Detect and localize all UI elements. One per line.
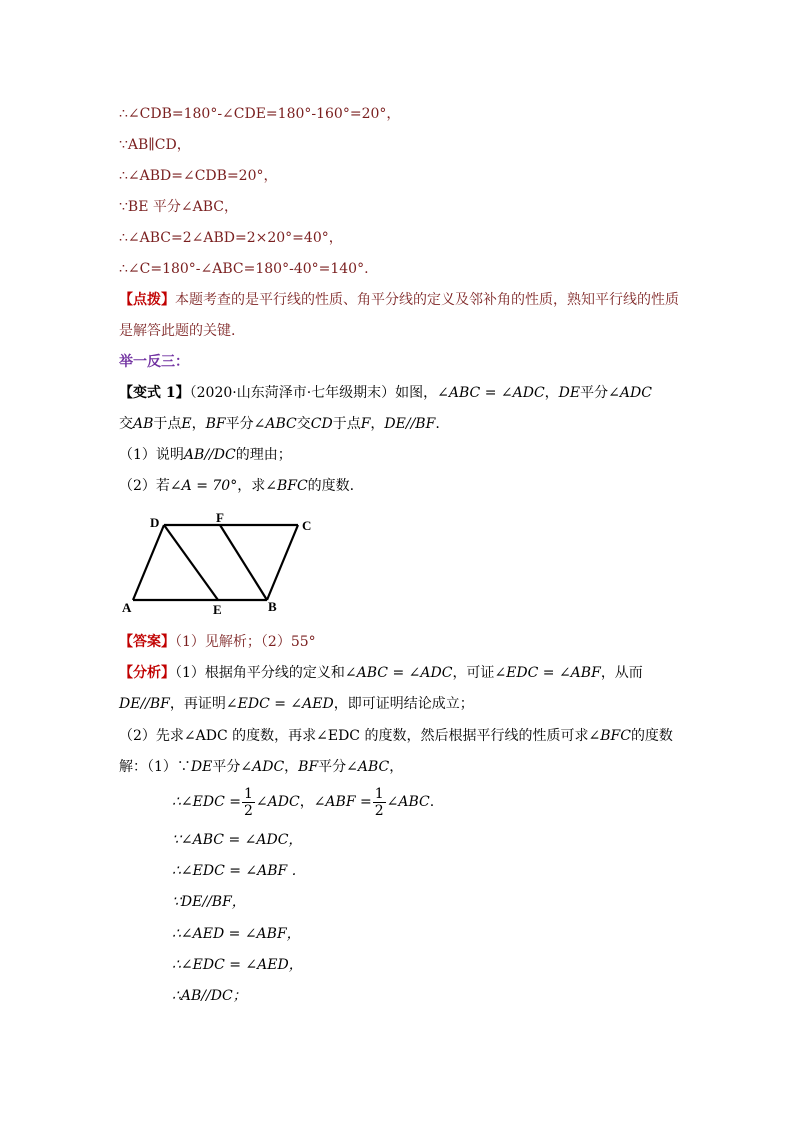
math: DE//BF <box>119 696 170 712</box>
variant-text: ， <box>370 416 385 432</box>
proof-line: ∴∠ABC=2∠ABD=2×20°=40°， <box>119 230 343 246</box>
analysis-text: ，可证 <box>452 665 495 681</box>
solution-step: ∴∠EDC = ∠ABF . <box>172 863 297 879</box>
label-a: A <box>122 600 132 615</box>
solution-text: ， <box>299 794 314 810</box>
math: ∠BFC <box>588 728 631 744</box>
math: ∠BFC <box>265 478 308 494</box>
fraction-denominator: 2 <box>374 802 384 819</box>
math: F <box>360 416 371 432</box>
solution-step: ∴∠EDC = ∠AED， <box>172 957 303 973</box>
math: ∠ADC <box>608 385 652 401</box>
math: DE//BF <box>384 416 436 432</box>
variant-text: . <box>435 416 440 432</box>
variant-line-2 <box>119 415 440 433</box>
solution-line-1 <box>119 758 403 776</box>
math: ∠ABC <box>386 794 430 810</box>
math: DE <box>190 759 213 775</box>
math: ∠ABC <box>253 416 297 432</box>
label-d: D <box>150 515 160 530</box>
hint-label: 【点拨】 <box>119 292 175 308</box>
solution-step: ∴∠AED = ∠ABF， <box>172 926 301 942</box>
variant-text: 于点 <box>332 416 361 432</box>
solution-line-2 <box>172 785 434 819</box>
geometry-figure <box>118 508 328 618</box>
math: DE <box>558 385 581 401</box>
variant-text: 于点 <box>153 416 182 432</box>
analysis-line-3 <box>119 727 673 745</box>
proof-line: ∴∠ABD=∠CDB=20°， <box>119 168 278 184</box>
hint-text: 本题考查的是平行线的性质、角平分线的定义及邻补角的性质，熟知平行线的性质 <box>175 292 679 308</box>
solution-text: 平分 <box>212 759 241 775</box>
proof-line: ∴∠C=180°-∠ABC=180°-40°=140°. <box>119 261 369 277</box>
label-e: E <box>213 602 222 617</box>
question-text: 的度数. <box>307 478 355 494</box>
variant-text: 交 <box>296 416 311 432</box>
variant-text: （2020·山东菏泽市·七年级期末）如图， <box>189 385 438 401</box>
analysis-text: ，即可证明结论成立； <box>333 696 474 712</box>
math: AB <box>133 416 154 432</box>
variant-text: 平分 <box>580 385 609 401</box>
math: AB//DC <box>183 447 236 463</box>
hint-line-1 <box>119 291 679 309</box>
analysis-text: 的度数 <box>630 728 673 744</box>
variant-text: 交 <box>119 416 133 432</box>
proof-line: ∵AB∥CD， <box>119 137 191 153</box>
math: ∠ABC <box>346 759 390 775</box>
math: ∠ADC <box>255 794 300 810</box>
analysis-label: 【分析】 <box>119 665 175 681</box>
label-c: C <box>302 518 312 533</box>
solution-text: 平分 <box>318 759 347 775</box>
variant-text: ， <box>191 416 206 432</box>
solution-text: ， <box>389 759 404 775</box>
solution-step: ∵DE//BF， <box>172 894 246 910</box>
math: ∠ABC = ∠ADC <box>344 665 453 681</box>
fraction-denominator: 2 <box>243 802 253 819</box>
solution-step: ∴AB//DC； <box>172 988 247 1004</box>
question-text: 的理由； <box>235 447 292 463</box>
math: ∠ABF = <box>313 794 372 810</box>
solution-step: ∵∠ABC = ∠ADC， <box>172 832 303 848</box>
analysis-text: ，再证明 <box>169 696 226 712</box>
segment-bf <box>220 525 267 600</box>
analysis-text: （2）先求∠ADC 的度数，再求∠EDC 的度数，然后根据平行线的性质可求 <box>119 728 589 744</box>
segment-de <box>164 525 218 600</box>
question-2 <box>119 477 354 495</box>
solution-text: ， <box>284 759 299 775</box>
math: E <box>181 416 192 432</box>
analysis-text: （1）根据角平分线的定义和 <box>175 665 345 681</box>
solution-text: . <box>429 794 435 810</box>
variant-text: 平分 <box>225 416 254 432</box>
math: ∠A = 70° <box>169 478 238 494</box>
math: ∠ABC = ∠ADC <box>437 385 545 401</box>
section-heading: 举一反三： <box>119 354 189 370</box>
question-text: ，求 <box>237 478 266 494</box>
fraction <box>373 786 386 819</box>
hint-line-2: 是解答此题的关键. <box>119 323 236 339</box>
math: ∴∠EDC = <box>172 794 241 810</box>
question-text: （1）说明 <box>119 447 184 463</box>
label-b: B <box>268 599 277 614</box>
math: CD <box>310 416 333 432</box>
variant-text: ， <box>544 385 559 401</box>
proof-line: ∵BE 平分∠ABC， <box>119 199 238 215</box>
math: ∠EDC = ∠AED <box>225 696 334 712</box>
math: ∠EDC = ∠ABF <box>494 665 601 681</box>
label-f: F <box>216 510 224 525</box>
answer-label: 【答案】 <box>119 634 175 650</box>
math: ∠ADC <box>240 759 285 775</box>
segment-bc <box>267 525 298 600</box>
proof-line: ∴∠CDB=180°-∠CDE=180°-160°=20°， <box>119 106 401 122</box>
segment-ad <box>133 525 164 600</box>
math: BF <box>205 416 226 432</box>
variant-label: 【变式 1】 <box>119 385 190 401</box>
fraction-numerator: 1 <box>243 785 253 802</box>
fraction <box>242 786 255 819</box>
question-text: （2）若 <box>119 478 170 494</box>
solution-text: 解：（1）∵ <box>119 759 191 775</box>
analysis-line-2 <box>119 695 474 713</box>
answer-line <box>119 633 316 651</box>
analysis-text: ，从而 <box>600 665 643 681</box>
math: BF <box>298 759 319 775</box>
answer-text: （1）见解析；（2）55° <box>175 634 316 650</box>
variant-line-1 <box>119 384 652 402</box>
analysis-line-1 <box>119 664 643 682</box>
question-1 <box>119 446 292 464</box>
fraction-numerator: 1 <box>374 785 384 802</box>
